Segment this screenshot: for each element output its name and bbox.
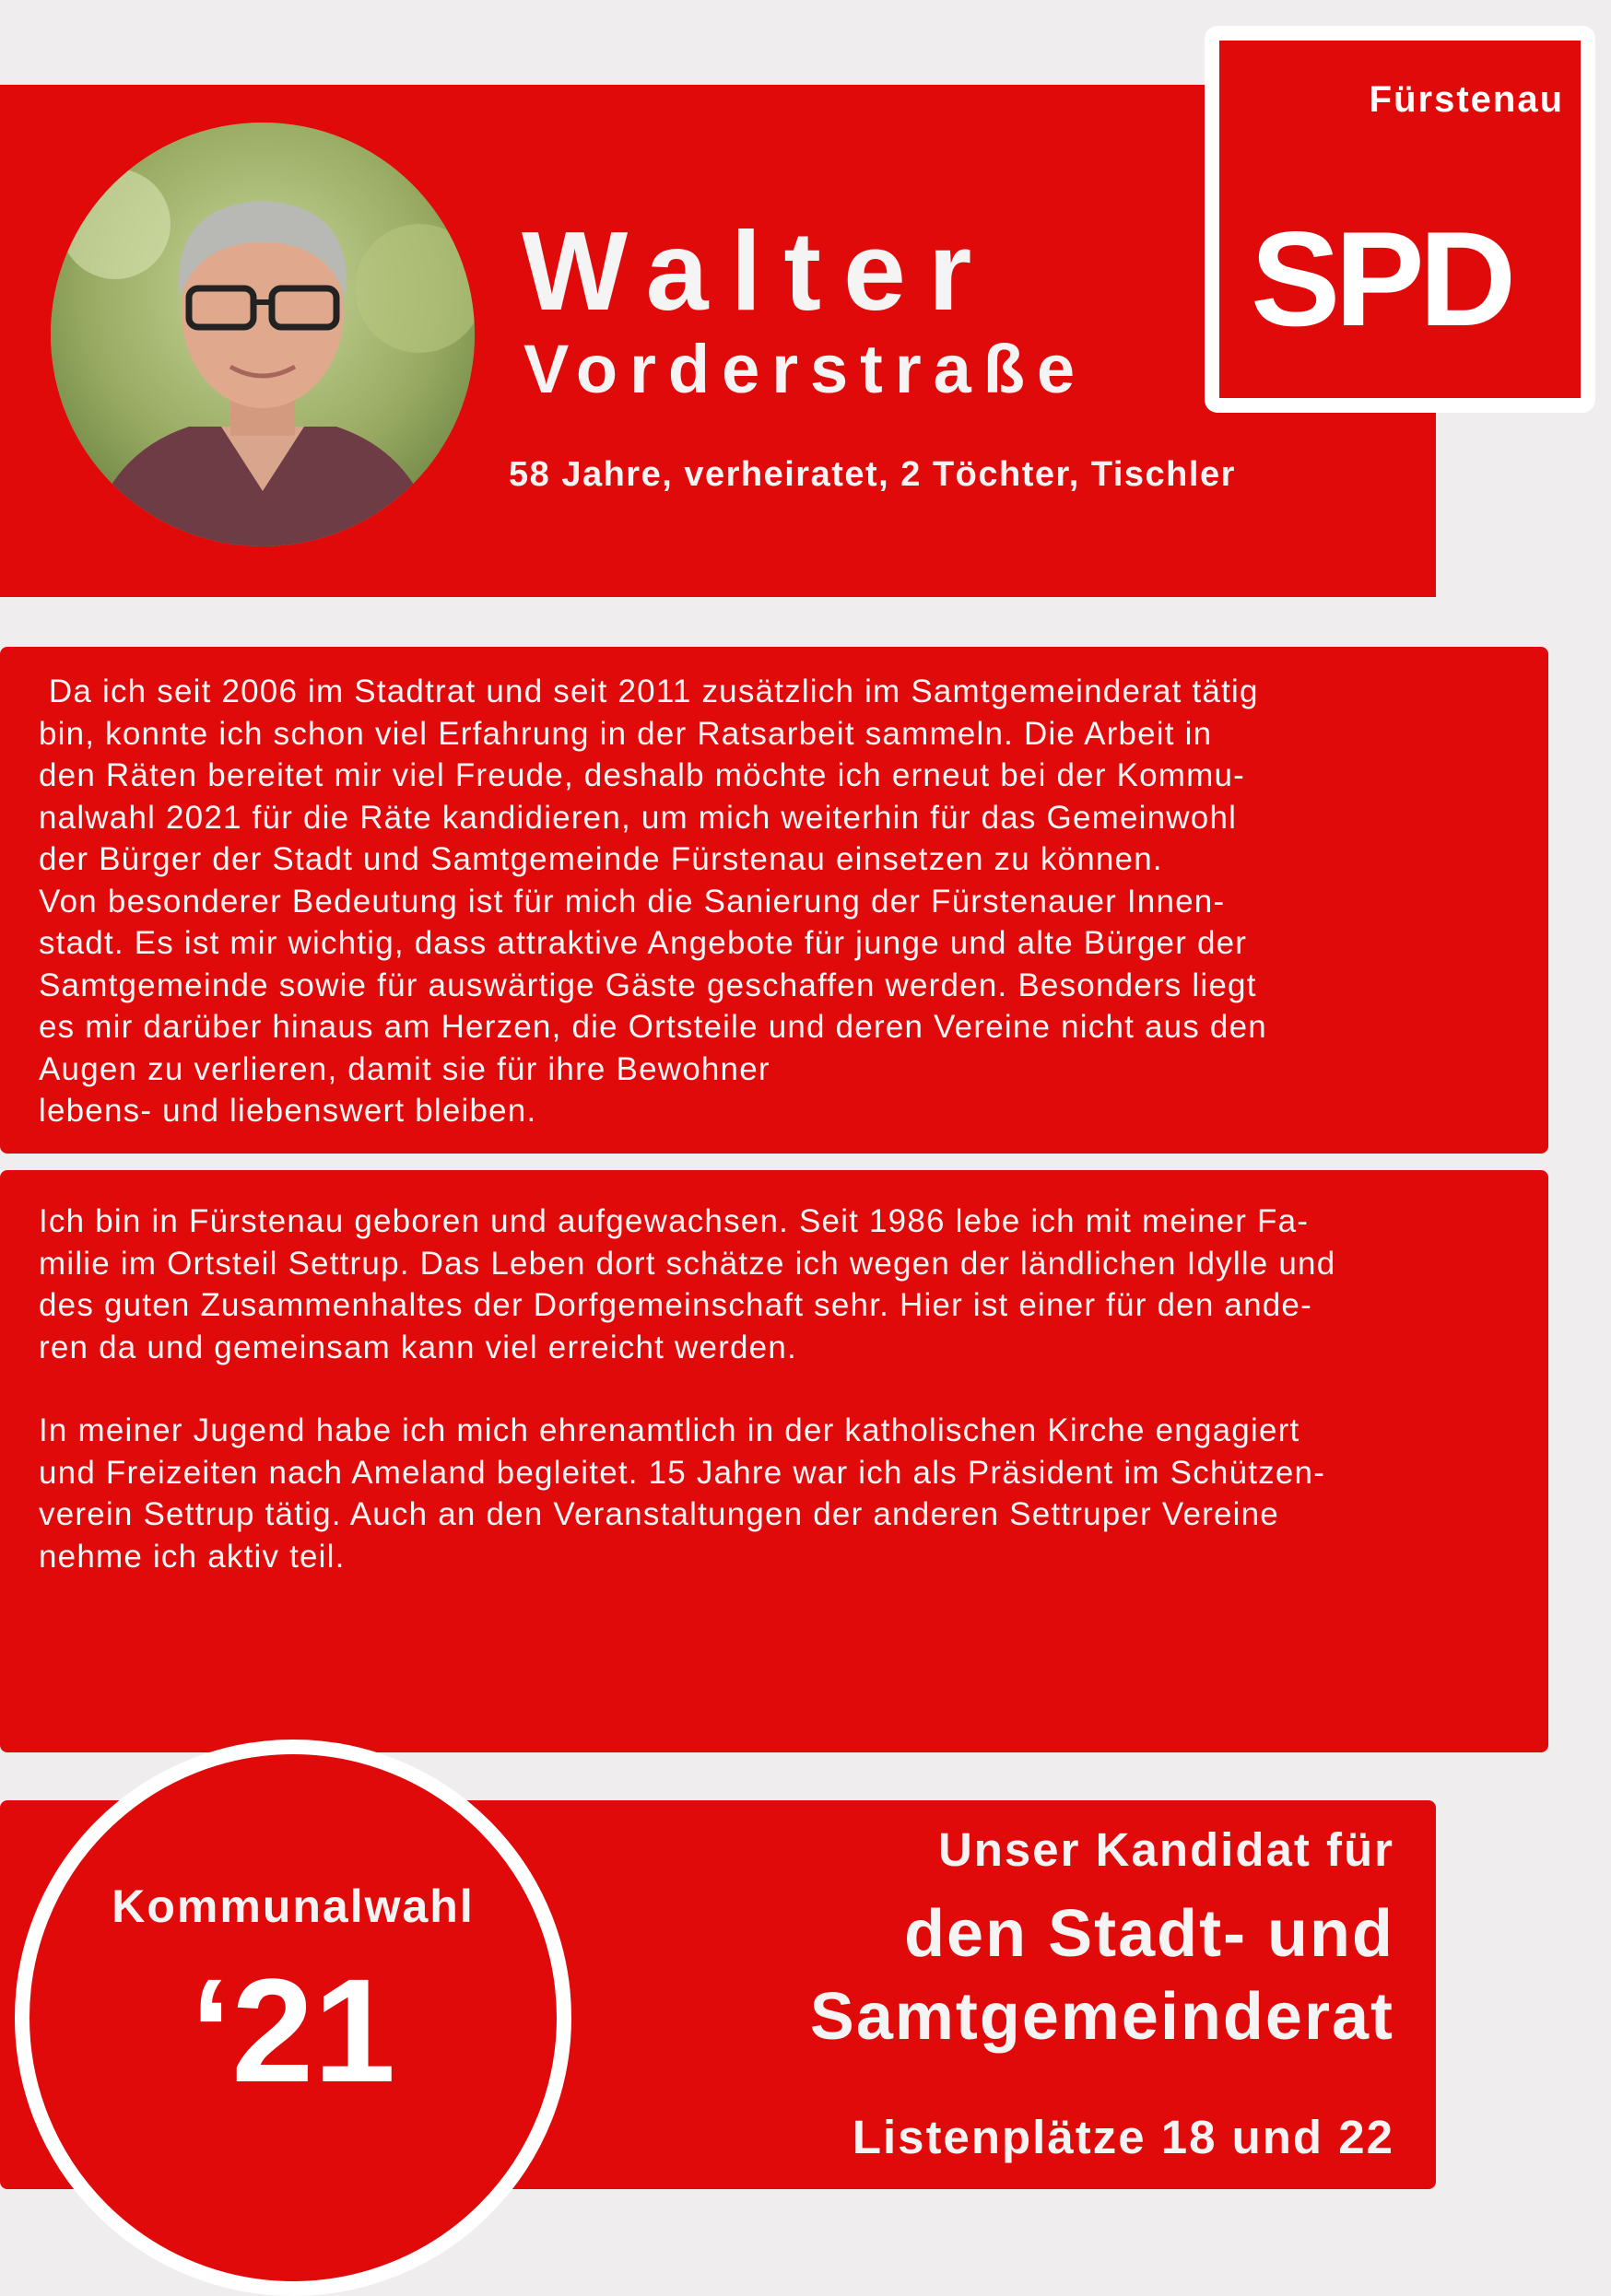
footer-title-line: Samtgemeinderat [809,1980,1394,2054]
candidate-portrait [51,123,475,546]
footer-title-line: den Stadt- und [904,1897,1394,1971]
council-text-block [0,647,1548,1154]
logo-party: SPD [1251,204,1511,354]
text-line: verein Settrup tätig. Auch an den Veranstaltungen der anderen Settruper Vereine [39,1496,1279,1532]
text-line: nalwahl 2021 für die Räte kandidieren, um mich weiterhin für das Gemeinwohl [39,799,1238,836]
text-line: Augen zu verlieren, damit sie für ihre Bewohner [39,1050,770,1087]
text-line: bin, konnte ich schon viel Erfahrung in der Ratsarbeit sammeln. Die Arbeit in [39,715,1213,752]
text-line: stadt. Es ist mir wichtig, dass attraktive Angebote für junge und alte Bürger der [39,925,1248,961]
election-year: ‘21 [190,1948,396,2113]
text-line: Ich bin in Fürstenau geboren und aufgewachsen. Seit 1986 lebe ich mit meiner Fa- [39,1203,1310,1239]
text-line: nehme ich aktiv teil. [39,1538,346,1575]
candidate-info: 58 Jahre, verheiratet, 2 Töchter, Tischler [509,455,1236,494]
text-line: ren da und gemeinsam kann viel erreicht werden. [39,1329,797,1365]
text-line: In meiner Jugend habe ich mich ehrenamtlich in der katholischen Kirche engagiert [39,1412,1300,1448]
text-line: den Räten bereitet mir viel Freude, deshalb möchte ich erneut bei der Kommu- [39,757,1246,793]
candidate-last-name: Vorderstraße [523,331,1088,407]
text-line: Samtgemeinde sowie für auswärtige Gäste geschaffen werden. Besonders liegt [39,966,1257,1003]
text-line: und Freizeiten nach Ameland begleitet. 15 Jahre war ich als Präsident im Schützen- [39,1454,1326,1491]
text-line: der Bürger der Stadt und Samtgemeinde Fürstenau einsetzen zu können. [39,841,1163,877]
election-label: Kommunalwahl [112,1880,475,1932]
spd-logo [1205,26,1595,413]
text-line: Da ich seit 2006 im Stadtrat und seit 2011 zusätzlich im Samtgemeinderat tätig [39,674,1259,709]
election-badge [15,1740,571,2296]
text-line: es mir darüber hinaus am Herzen, die Ortsteile und deren Vereine nicht aus den [39,1009,1267,1045]
candidate-first-name: Walter [522,208,994,334]
footer-heading: Unser Kandidat für [937,1823,1394,1876]
text-line: Von besonderer Bedeutung ist für mich die Sanierung der Fürstenauer Innen- [39,883,1226,920]
logo-city: Fürstenau [1369,79,1564,120]
text-line: des guten Zusammenhaltes der Dorfgemeinschaft sehr. Hier ist einer für den ande- [39,1287,1312,1323]
text-line: milie im Ortsteil Settrup. Das Leben dort schätze ich wegen der ländlichen Idylle und [39,1245,1336,1282]
portrait-image [51,123,475,546]
footer-title [810,1892,1394,2058]
list-places: Listenplätze 18 und 22 [852,2111,1394,2163]
text-line: lebens- und liebenswert bleiben. [39,1093,537,1129]
personal-text-block [0,1170,1548,1752]
